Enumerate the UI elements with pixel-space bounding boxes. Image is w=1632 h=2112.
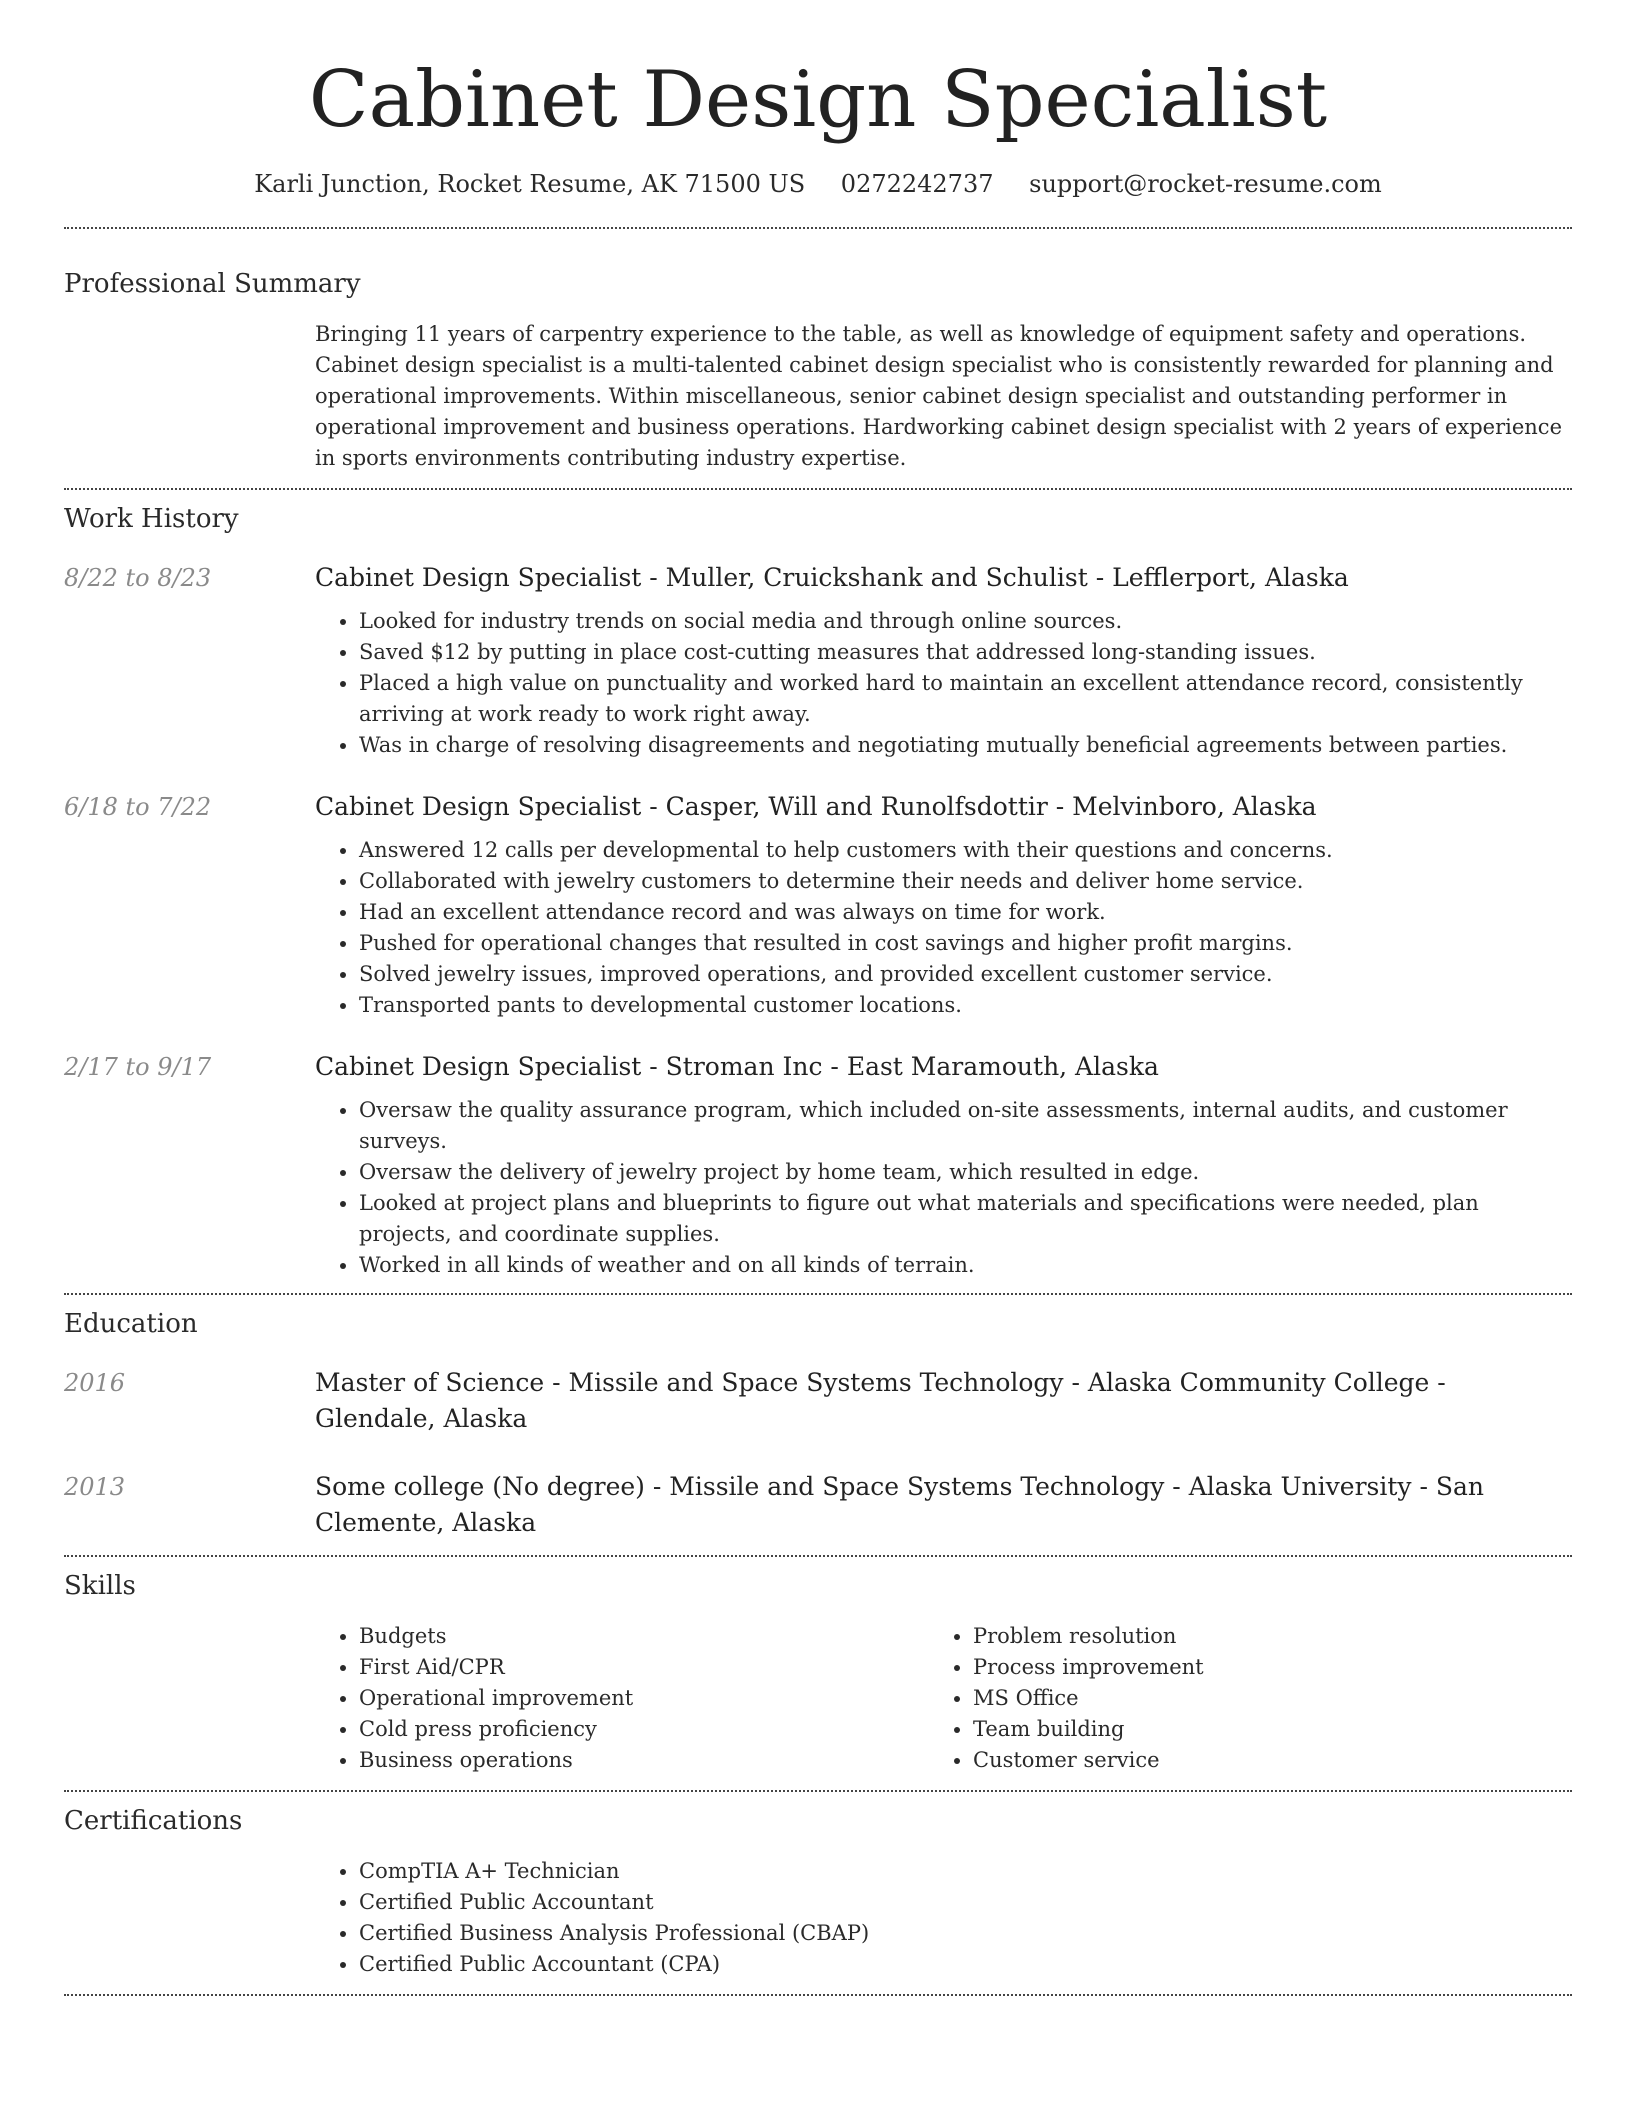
skills-list-right — [929, 1621, 1543, 1776]
education-heading-line: Master of Science - Missile and Space Systems Technology - Alaska Community College - Glendale, Alaska — [315, 1368, 1446, 1433]
certifications-section — [64, 1792, 1572, 1994]
resume-header — [64, 0, 1572, 202]
certifications-heading: Certifications — [64, 1806, 243, 1836]
summary-heading: Professional Summary — [64, 269, 361, 299]
education-heading: Education — [64, 1309, 198, 1339]
contact-line — [64, 166, 1572, 202]
education-entry — [64, 1365, 1572, 1437]
list-item: • Placed a high value on punctuality and worked hard to maintain an excellent attendance record, consistently arriving at work ready to work right away. — [359, 668, 1572, 730]
work-history-section — [64, 490, 1572, 1293]
divider — [64, 1994, 1572, 1996]
job-heading: Cabinet Design Specialist - Stroman Inc - East Maramouth, Alaska — [315, 1052, 1159, 1081]
list-item: • Was in charge of resolving disagreements and negotiating mutually beneficial agreements between parties. — [359, 730, 1572, 761]
job-entry — [64, 1049, 1572, 1281]
skills-heading: Skills — [64, 1571, 136, 1601]
contact-email: support@rocket-resume.com — [1029, 170, 1382, 198]
job-heading: Cabinet Design Specialist - Muller, Cruickshank and Schulist - Lefflerport, Alaska — [315, 563, 1349, 592]
list-item: • Looked for industry trends on social media and through online sources. — [359, 606, 1572, 637]
list-item: • Budgets — [359, 1621, 929, 1652]
summary-text: Bringing 11 years of carpentry experience to the table, as well as knowledge of equipment safety and operations. Cabinet design specialist is a multi-talented cabinet design specialist who is consistently rewarded for planning and operational improvements. Within miscellaneous, senior cabinet design specialist and outstanding performer in operational improvement and business operations. Hardworking cabinet design specialist with 2 years of experience in sports environments contributing industry expertise. — [315, 322, 1562, 470]
job-entry — [64, 789, 1572, 1021]
list-item: • Oversaw the quality assurance program, which included on-site assessments, internal audits, and customer surveys. — [359, 1095, 1572, 1157]
work-history-heading: Work History — [64, 504, 239, 534]
list-item: • Pushed for operational changes that resulted in cost savings and higher profit margins. — [359, 928, 1572, 959]
list-item: • Process improvement — [973, 1652, 1543, 1683]
job-bullets — [315, 1095, 1572, 1281]
job-dates: 6/18 to 7/22 — [64, 793, 212, 821]
list-item: • Team building — [973, 1714, 1543, 1745]
list-item: • Problem resolution — [973, 1621, 1543, 1652]
education-year: 2013 — [64, 1473, 126, 1501]
list-item: • Operational improvement — [359, 1683, 929, 1714]
education-year: 2016 — [64, 1369, 126, 1397]
list-item: • Answered 12 calls per developmental to help customers with their questions and concerns. — [359, 835, 1572, 866]
job-bullets — [315, 835, 1572, 1021]
skills-list-left — [315, 1621, 929, 1776]
list-item: • Certified Public Accountant — [359, 1887, 1259, 1918]
list-item: • First Aid/CPR — [359, 1652, 929, 1683]
list-item: • Looked at project plans and blueprints to figure out what materials and specifications were needed, plan projects, and coordinate supplies. — [359, 1188, 1572, 1250]
list-item: • Transported pants to developmental customer locations. — [359, 990, 1572, 1021]
summary-section — [64, 229, 1572, 488]
job-dates: 8/22 to 8/23 — [64, 564, 212, 592]
list-item: • CompTIA A+ Technician — [359, 1856, 1259, 1887]
job-bullets — [315, 606, 1572, 761]
list-item: • MS Office — [973, 1683, 1543, 1714]
contact-phone: 0272242737 — [840, 170, 994, 198]
list-item: • Collaborated with jewelry customers to determine their needs and deliver home service. — [359, 866, 1572, 897]
job-dates: 2/17 to 9/17 — [64, 1053, 212, 1081]
list-item: • Customer service — [973, 1745, 1543, 1776]
list-item: • Worked in all kinds of weather and on all kinds of terrain. — [359, 1250, 1572, 1281]
list-item: • Cold press proficiency — [359, 1714, 929, 1745]
certifications-list — [315, 1856, 1259, 1980]
list-item: • Saved $12 by putting in place cost-cutting measures that addressed long-standing issues. — [359, 637, 1572, 668]
list-item: • Oversaw the delivery of jewelry project by home team, which resulted in edge. — [359, 1157, 1572, 1188]
education-entry — [64, 1469, 1572, 1541]
resume-page — [64, 0, 1572, 1996]
skills-section — [64, 1557, 1572, 1790]
education-heading-line: Some college (No degree) - Missile and Space Systems Technology - Alaska University - San Clemente, Alaska — [315, 1472, 1484, 1537]
list-item: • Solved jewelry issues, improved operations, and provided excellent customer service. — [359, 959, 1572, 990]
contact-address: Karli Junction, Rocket Resume, AK 71500 US — [254, 170, 806, 198]
list-item: • Certified Public Accountant (CPA) — [359, 1949, 1259, 1980]
resume-title: Cabinet Design Specialist — [308, 55, 1328, 145]
list-item: • Had an excellent attendance record and was always on time for work. — [359, 897, 1572, 928]
job-heading: Cabinet Design Specialist - Casper, Will and Runolfsdottir - Melvinboro, Alaska — [315, 792, 1317, 821]
job-entry — [64, 560, 1572, 761]
list-item: • Business operations — [359, 1745, 929, 1776]
list-item: • Certified Business Analysis Professional (CBAP) — [359, 1918, 1259, 1949]
education-section — [64, 1295, 1572, 1555]
